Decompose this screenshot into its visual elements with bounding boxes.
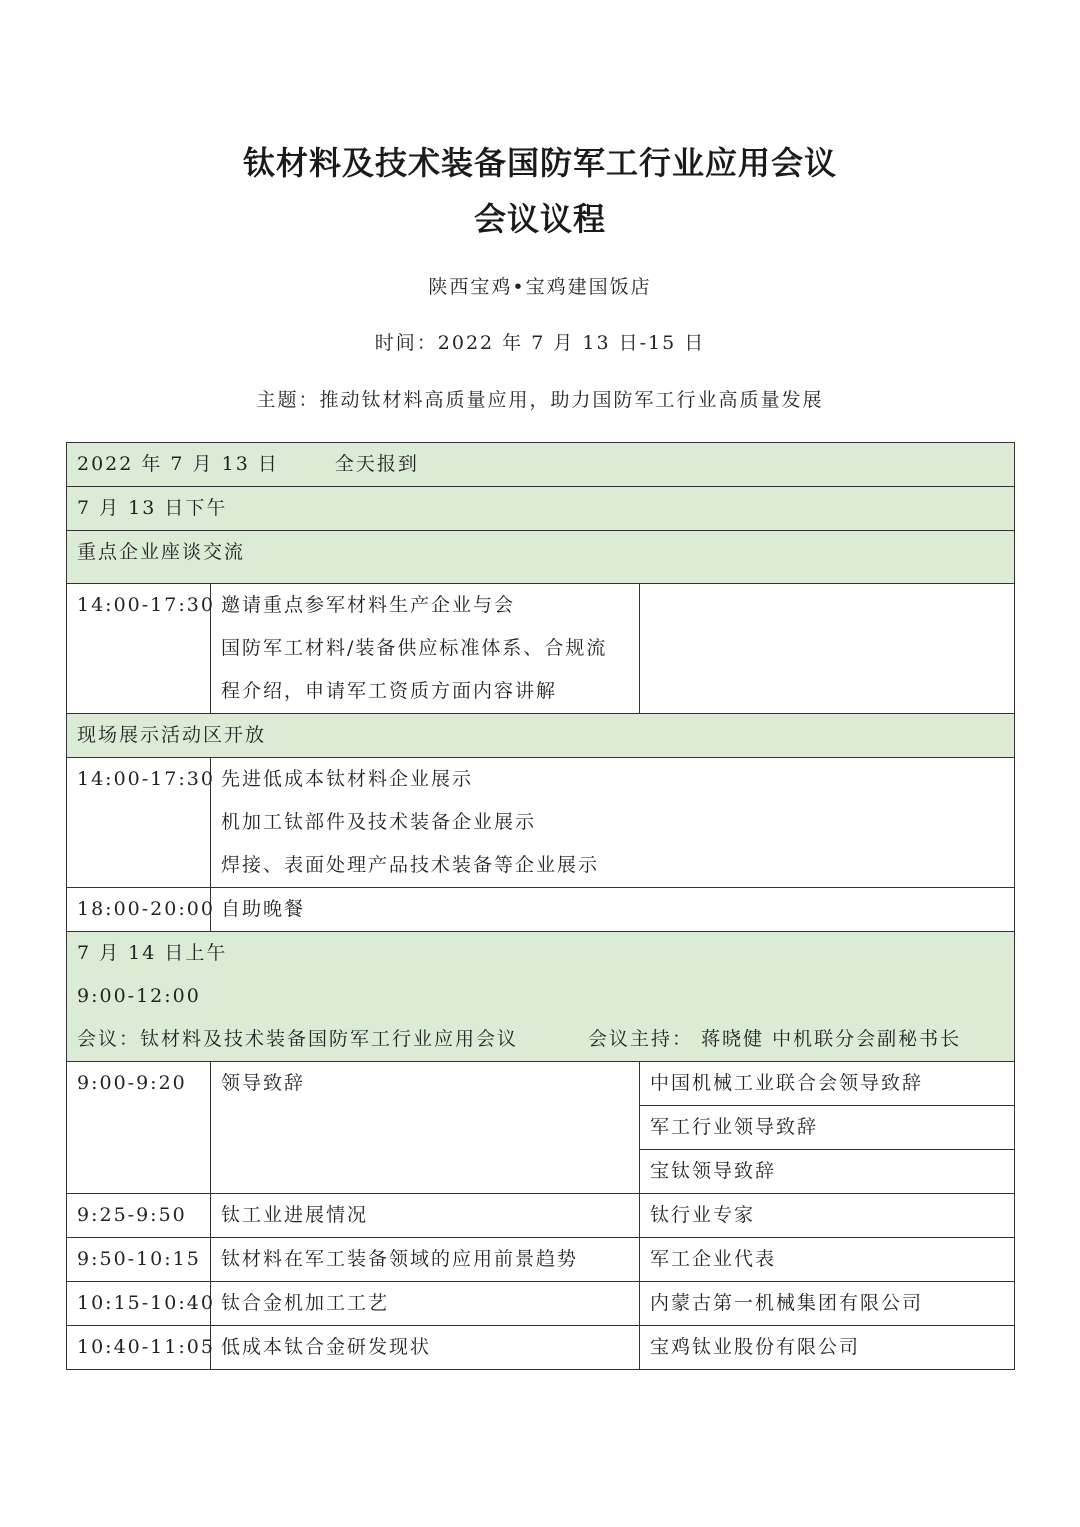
registration-note: 全天报到 [334, 453, 419, 475]
opening-topic: 领导致辞 [221, 1072, 306, 1094]
table-row [67, 888, 1015, 932]
talk-topic: 钛工业进展情况 [221, 1204, 369, 1226]
section-morning-label: 7 月 14 日上午 [77, 942, 228, 964]
meeting-name: 会议：钛材料及技术装备国防军工行业应用会议 [77, 1028, 519, 1050]
document-subtitle: 会议议程 [473, 200, 606, 238]
agenda-row-registration [67, 443, 1015, 487]
session-title: 重点企业座谈交流 [77, 541, 246, 563]
opening-speaker: 中国机械工业联合会领导致辞 [650, 1072, 924, 1094]
table-row [67, 1238, 1015, 1282]
theme-line: 主题：推动钛材料高质量应用，助力国防军工行业高质量发展 [256, 389, 824, 411]
agenda-row-session-title [67, 531, 1015, 584]
talk-topic: 低成本钛合金研发现状 [221, 1336, 432, 1358]
document-title: 钛材料及技术装备国防军工行业应用会议 [242, 144, 837, 182]
session-title: 现场展示活动区开放 [77, 724, 267, 746]
session-item: 焊接、表面处理产品技术装备等企业展示 [221, 854, 600, 876]
session-item: 先进低成本钛材料企业展示 [221, 768, 474, 790]
talk-speaker: 内蒙古第一机械集团有限公司 [650, 1292, 924, 1314]
table-row [67, 1194, 1015, 1238]
dinner-time: 18:00-20:00 [77, 898, 215, 920]
talk-topic: 钛材料在军工装备领域的应用前景趋势 [221, 1248, 579, 1270]
table-row [67, 1282, 1015, 1326]
session-item: 程介绍，申请军工资质方面内容讲解 [221, 680, 558, 702]
session-item: 机加工钛部件及技术装备企业展示 [221, 811, 537, 833]
talk-time: 9:25-9:50 [77, 1204, 187, 1226]
section-time-range: 9:00-12:00 [77, 985, 201, 1007]
opening-speaker: 军工行业领导致辞 [650, 1116, 819, 1138]
talk-topic: 钛合金机加工工艺 [221, 1292, 390, 1314]
dinner-label: 自助晚餐 [221, 898, 306, 920]
registration-date: 2022 年 7 月 13 日 [77, 453, 279, 475]
meeting-host: 会议主持： 蒋晓健 中机联分会副秘书长 [588, 1028, 962, 1050]
time-line: 时间：2022 年 7 月 13 日-15 日 [374, 332, 706, 354]
talk-time: 9:50-10:15 [77, 1248, 201, 1270]
agenda-row-afternoon [67, 487, 1015, 531]
location-line: 陕西宝鸡•宝鸡建国饭店 [428, 276, 652, 298]
talk-time: 10:15-10:40 [77, 1292, 215, 1314]
table-row [67, 1062, 1015, 1106]
talk-speaker: 钛行业专家 [650, 1204, 756, 1226]
agenda-row-session-title [67, 714, 1015, 758]
section-afternoon-label: 7 月 13 日下午 [77, 497, 228, 519]
opening-speaker: 宝钛领导致辞 [650, 1160, 777, 1182]
session-time: 14:00-17:30 [77, 594, 215, 616]
session-item: 邀请重点参军材料生产企业与会 [221, 594, 516, 616]
talk-speaker: 宝鸡钛业股份有限公司 [650, 1336, 861, 1358]
agenda-table [66, 442, 1015, 1370]
talk-speaker: 军工企业代表 [650, 1248, 777, 1270]
table-row [67, 1326, 1015, 1370]
agenda-row-morning-header [67, 932, 1015, 1062]
talk-time: 10:40-11:05 [77, 1336, 215, 1358]
session-item: 国防军工材料/装备供应标准体系、合规流 [221, 637, 608, 659]
table-row [67, 584, 1015, 714]
opening-time: 9:00-9:20 [77, 1072, 187, 1094]
session-time: 14:00-17:30 [77, 768, 215, 790]
table-row [67, 758, 1015, 888]
